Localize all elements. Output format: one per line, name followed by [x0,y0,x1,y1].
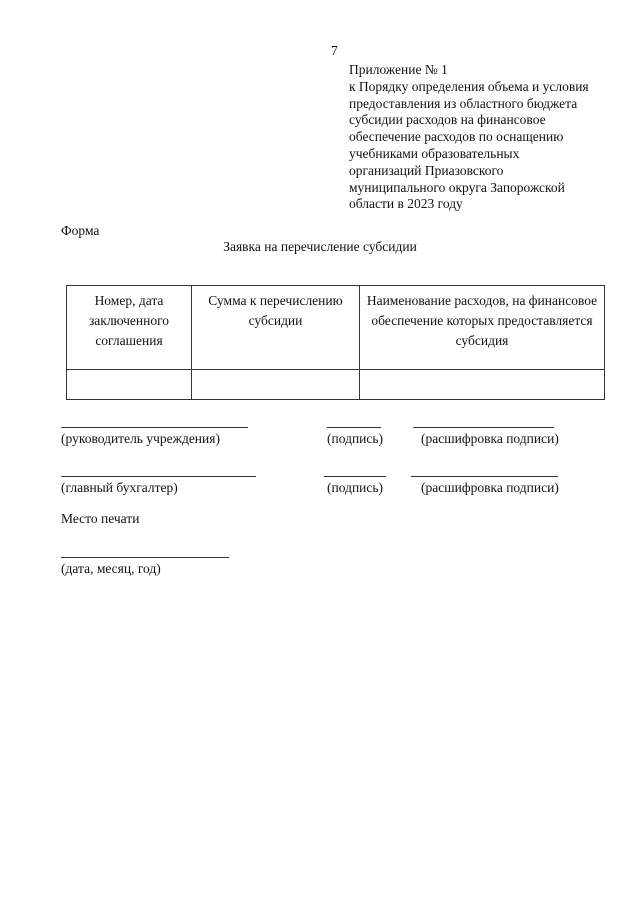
table-cell-expenses[interactable] [360,370,605,400]
head-role-line[interactable] [61,427,248,428]
appendix-line: муниципального округа Запорожской [349,179,565,195]
appendix-line: к Порядку определения объема и условия [349,78,589,94]
table-row [67,370,605,400]
date-label: (дата, месяц, год) [61,561,161,576]
subsidy-table [66,285,605,400]
appendix-line: предоставления из областного бюджета [349,95,578,111]
head-decoding-line[interactable] [413,427,554,428]
head-decoding-label: (расшифровка подписи) [421,431,559,446]
head-signature-line[interactable] [327,427,381,428]
accountant-decoding-line[interactable] [411,476,558,477]
accountant-signature-line[interactable] [324,476,386,477]
accountant-role-label: (главный бухгалтер) [61,480,178,495]
stamp-label: Место печати [61,511,140,526]
appendix-line: Приложение № 1 [349,62,448,77]
date-line[interactable] [61,557,229,558]
table-header-row [67,286,605,370]
form-label: Форма [61,223,100,238]
page-number: 7 [331,43,338,58]
head-signature-label: (подпись) [327,431,384,446]
table-cell-agreement[interactable] [67,370,192,400]
head-role-label: (руководитель учреждения) [61,431,220,446]
appendix-line: обеспечение расходов по оснащению [349,129,564,145]
appendix-block [349,62,619,213]
accountant-decoding-label: (расшифровка подписи) [421,480,559,495]
accountant-signature-label: (подпись) [327,480,384,495]
appendix-line: учебниками образовательных [349,145,520,161]
header-expenses: Наименование расходов, на финансовое обеспечение которых предоставляется субсидия [360,286,605,370]
appendix-line: субсидии расходов на финансовое [349,112,546,128]
appendix-line: области в 2023 году [349,196,463,212]
header-agreement: Номер, дата заключенного соглашения [67,286,192,370]
appendix-line: организаций Приазовского [349,162,504,178]
accountant-role-line[interactable] [61,476,256,477]
form-title: Заявка на перечисление субсидии [223,239,417,254]
table-cell-amount[interactable] [192,370,360,400]
header-amount: Сумма к перечислению субсидии [192,286,360,370]
